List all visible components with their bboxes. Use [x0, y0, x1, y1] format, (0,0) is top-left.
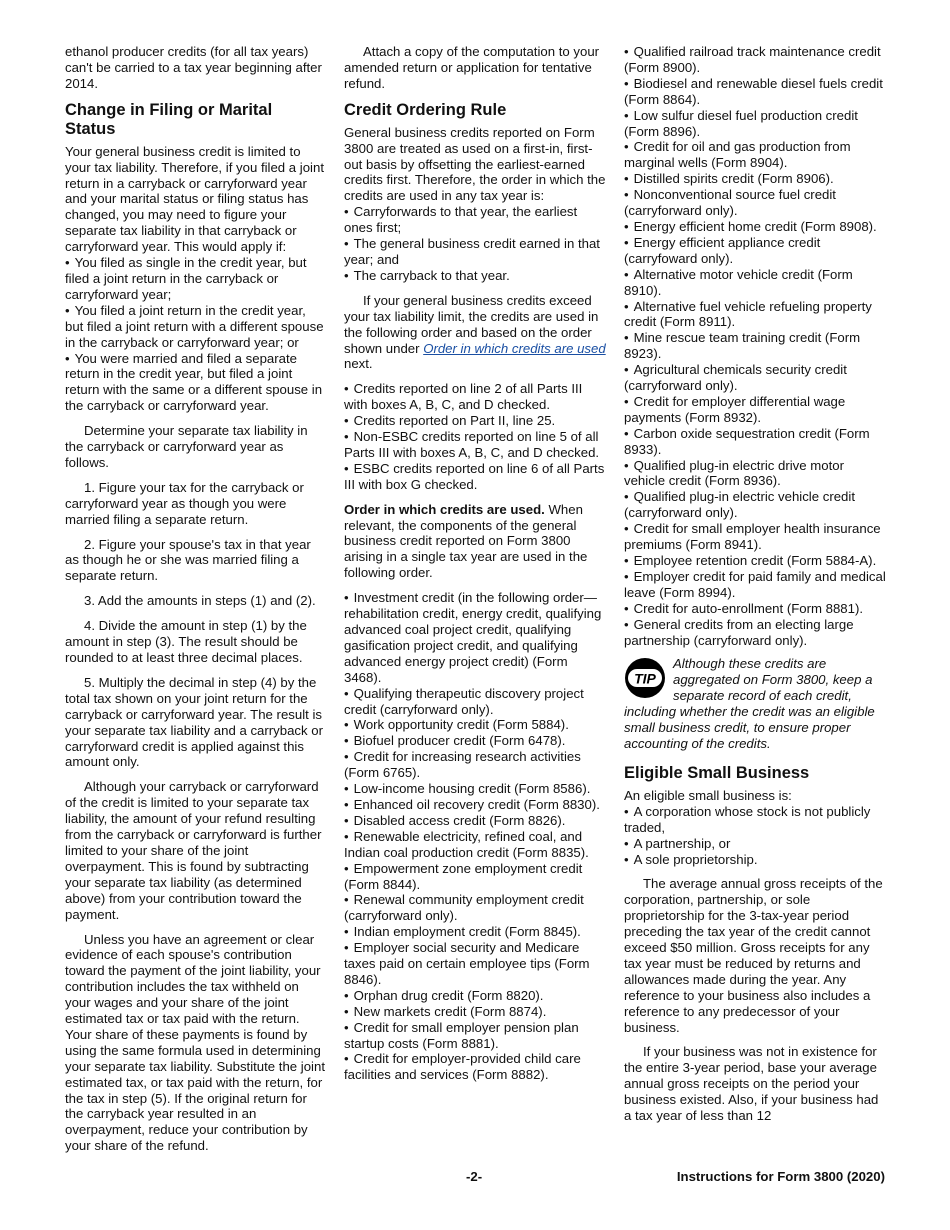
list-item: • Non-ESBC credits reported on line 5 of all Parts III with boxes A, B, C, and D checked. [344, 429, 606, 461]
list-item: • Credits reported on Part II, line 25. [344, 413, 606, 429]
esb-bullet-list [624, 804, 886, 868]
list-item: • Credit for increasing research activities (Form 6765). [344, 749, 606, 781]
filing-status-bullet-list [65, 255, 327, 414]
average-receipts-paragraph: The average annual gross receipts of the corporation, partnership, or sole proprietorship for the 3-tax-year period preceding the tax year of the credit cannot exceed $50 million. Gross receipts for any tax year must be reduced by returns and allowances made during the year. Any reference to your business also includes a reference to any predecessor of your business. [624, 876, 883, 1035]
list-item: • Energy efficient home credit (Form 8908). [624, 219, 886, 235]
list-item: • Low-income housing credit (Form 8586). [344, 781, 606, 797]
step-item: 2. Figure your spouse's tax in that year as though he or she was married filing a separate return. [65, 536, 311, 584]
list-item: • Enhanced oil recovery credit (Form 8830). [344, 797, 606, 813]
list-item: • You filed a joint return in the credit year, but filed a joint return with a different spouse in the carryback or carryforward year; or [65, 303, 327, 351]
heading-credit-ordering-rule: Credit Ordering Rule [344, 100, 507, 119]
list-item: • Alternative fuel vehicle refueling property credit (Form 8911). [624, 299, 886, 331]
footer-title: Instructions for Form 3800 (2020) [676, 1169, 885, 1184]
tip-box [624, 656, 886, 751]
list-item: • Credit for small employer health insurance premiums (Form 8941). [624, 521, 886, 553]
step-item: 1. Figure your tax for the carryback or carryforward year as though you were married filing a separate return. [65, 479, 304, 527]
intro-paragraph: General business credits reported on Form 3800 are treated as used on a first-in, first-out basis by offsetting the earliest-earned credits first. Therefore, the order in which the credits are used in any tax year is: [344, 124, 606, 204]
order-used-runin-heading: Order in which credits are used. [344, 501, 545, 517]
order-used-text: When relevant, the components of the general business credit reported on Form 3800 arising in a single tax year are used in the following order. [344, 501, 588, 581]
list-item: • A sole proprietorship. [624, 852, 886, 868]
list-item: • Indian employment credit (Form 8845). [344, 924, 606, 940]
tip-icon [624, 657, 666, 699]
exceed-text-after: next. [344, 356, 373, 372]
list-item: • Carryforwards to that year, the earliest ones first; [344, 204, 606, 236]
column-middle [344, 44, 606, 1083]
order-credits-link[interactable]: Order in which credits are used [423, 340, 606, 356]
list-item: • Empowerment zone employment credit (Form 8844). [344, 861, 606, 893]
list-item: • Employer credit for paid family and medical leave (Form 8994). [624, 569, 886, 601]
list-item: • ESBC credits reported on line 6 of all Parts III with box G checked. [344, 461, 606, 493]
list-item: • Qualifying therapeutic discovery project credit (carryforward only). [344, 686, 606, 718]
order-bullet-list [344, 204, 606, 284]
determine-paragraph: Determine your separate tax liability in the carryback or carryforward year as follows. [65, 423, 308, 470]
list-item: • Credits reported on line 2 of all Parts III with boxes A, B, C, and D checked. [344, 381, 606, 413]
list-item: • A corporation whose stock is not publicly traded, [624, 804, 886, 836]
although-paragraph: Although your carryback or carryforward of the credit is limited to your separate tax liability, the amount of your refund resulting from the carryback or carryforward is further limited to your share of the joint overpayment. This is found by subtracting your separate tax liability (as determined above) from your contribution toward the payment. [65, 779, 322, 922]
list-item: • Biodiesel and renewable diesel fuels credit (Form 8864). [624, 76, 886, 108]
list-item: • General credits from an electing large partnership (carryforward only). [624, 617, 886, 649]
list-item: • Agricultural chemicals security credit (carryforward only). [624, 362, 886, 394]
list-item: • You filed as single in the credit year, but filed a joint return in the carryback or carryforward year; [65, 255, 327, 303]
list-item: • Biofuel producer credit (Form 6478). [344, 733, 606, 749]
list-item: • Employer social security and Medicare taxes paid on certain employee tips (Form 8846). [344, 940, 606, 988]
attach-paragraph: Attach a copy of the computation to your amended return or application for tentative refund. [344, 44, 600, 91]
list-item: • Work opportunity credit (Form 5884). [344, 717, 606, 733]
list-item: • Disabled access credit (Form 8826). [344, 813, 606, 829]
list-item: • Orphan drug credit (Form 8820). [344, 988, 606, 1004]
step-item: 4. Divide the amount in step (1) by the amount in step (3). The result should be rounded to at least three decimal places. [65, 618, 307, 665]
heading-change-filing-status: Change in Filing or Marital Status [65, 100, 273, 138]
list-item: • Alternative motor vehicle credit (Form 8910). [624, 267, 886, 299]
list-item: • New markets credit (Form 8874). [344, 1004, 606, 1020]
list-item: • Nonconventional source fuel credit (carryforward only). [624, 187, 886, 219]
list-item: • Energy efficient appliance credit (carryfoward only). [624, 235, 886, 267]
list-item: • Credit for oil and gas production from marginal wells (Form 8904). [624, 139, 886, 171]
exceed-paragraph [344, 293, 606, 373]
column-right [624, 44, 886, 1133]
list-item: • Credit for employer differential wage payments (Form 8932). [624, 394, 886, 426]
exceed-text-before: If your general business credits exceed your tax liability limit, the credits are used in the following order and based on the order shown under [344, 292, 599, 356]
page-number: -2- [466, 1169, 483, 1184]
list-item: • Investment credit (in the following order—rehabilitation credit, energy credit, qualifying advanced coal project credit, qualifying gasification project credit, and qualifying advanced energy project credit) (Form 3468). [344, 590, 606, 685]
tip-label: TIP [634, 670, 656, 687]
list-item: • Renewal community employment credit (carryforward only). [344, 892, 606, 924]
list-item: • Employee retention credit (Form 5884-A). [624, 553, 886, 569]
list-item: • The carryback to that year. [344, 268, 606, 284]
not-in-existence-paragraph: If your business was not in existence for the entire 3-year period, base your average annual gross receipts on the period your business existed. Also, if your business had a tax year of less than 12 [624, 1044, 879, 1124]
tip-text: Although these credits are aggregated on Form 3800, keep a separate record of each credit, including whether the credit was an eligible small business credit, to ensure proper accounting of the credits. [624, 656, 875, 751]
list-item: • Low sulfur diesel fuel production credit (Form 8896). [624, 108, 886, 140]
step-item: 3. Add the amounts in steps (1) and (2). [84, 593, 316, 609]
column-left [65, 44, 327, 1163]
list-item: • Qualified railroad track maintenance credit (Form 8900). [624, 44, 886, 76]
list-item: • You were married and filed a separate return in the credit year, but filed a joint return with the same or a different spouse in the carryback or carryforward year. [65, 351, 327, 415]
list-item: • The general business credit earned in that year; and [344, 236, 606, 268]
list-item: • Renewable electricity, refined coal, and Indian coal production credit (Form 8835). [344, 829, 606, 861]
order-used-paragraph [344, 502, 606, 582]
intro-paragraph: Your general business credit is limited to your tax liability. Therefore, if you filed a joint return in a carryback or carryforward year and your marital status or filing status has changed, you may need to figure your separate tax liability in that carryback or carryforward year. This would apply if: [65, 143, 324, 255]
list-item: • A partnership, or [624, 836, 886, 852]
credit-order-list [344, 590, 606, 1083]
list-item: • Credit for employer-provided child care facilities and services (Form 8882). [344, 1051, 606, 1083]
list-item: • Mine rescue team training credit (Form 8923). [624, 330, 886, 362]
list-item: • Qualified plug-in electric vehicle credit (carryforward only). [624, 489, 886, 521]
step-item: 5. Multiply the decimal in step (4) by the total tax shown on your joint return for the carryback or carryforward year. The result is your separate tax liability and a carryback or carryforward credit is applied against this amount only. [65, 674, 324, 770]
list-item: • Qualified plug-in electric drive motor vehicle credit (Form 8936). [624, 458, 886, 490]
report-bullet-list [344, 381, 606, 492]
list-item: • Credit for auto-enrollment (Form 8881). [624, 601, 886, 617]
heading-eligible-small-business: Eligible Small Business [624, 763, 810, 782]
credit-order-list-continued [624, 44, 886, 648]
intro-paragraph: An eligible small business is: [624, 787, 792, 803]
list-item: • Carbon oxide sequestration credit (Form 8933). [624, 426, 886, 458]
list-item: • Credit for small employer pension plan startup costs (Form 8881). [344, 1020, 606, 1052]
list-item: • Distilled spirits credit (Form 8906). [624, 171, 886, 187]
continued-paragraph: ethanol producer credits (for all tax years) can't be carried to a tax year beginning after 2014. [65, 44, 322, 91]
unless-paragraph: Unless you have an agreement or clear evidence of each spouse's contribution toward the payment of the joint liability, your contribution includes the tax withheld on your wages and your share of the joint estimated tax or tax paid with the return. Your share of these payments is found by using the same formula used in determining your separate tax liability. Substitute the joint estimated tax, or tax paid with the return, for the tax in step (5). If the original return for the carryback year resulted in an overpayment, reduce your contribution by your share of the refund. [65, 931, 325, 1154]
